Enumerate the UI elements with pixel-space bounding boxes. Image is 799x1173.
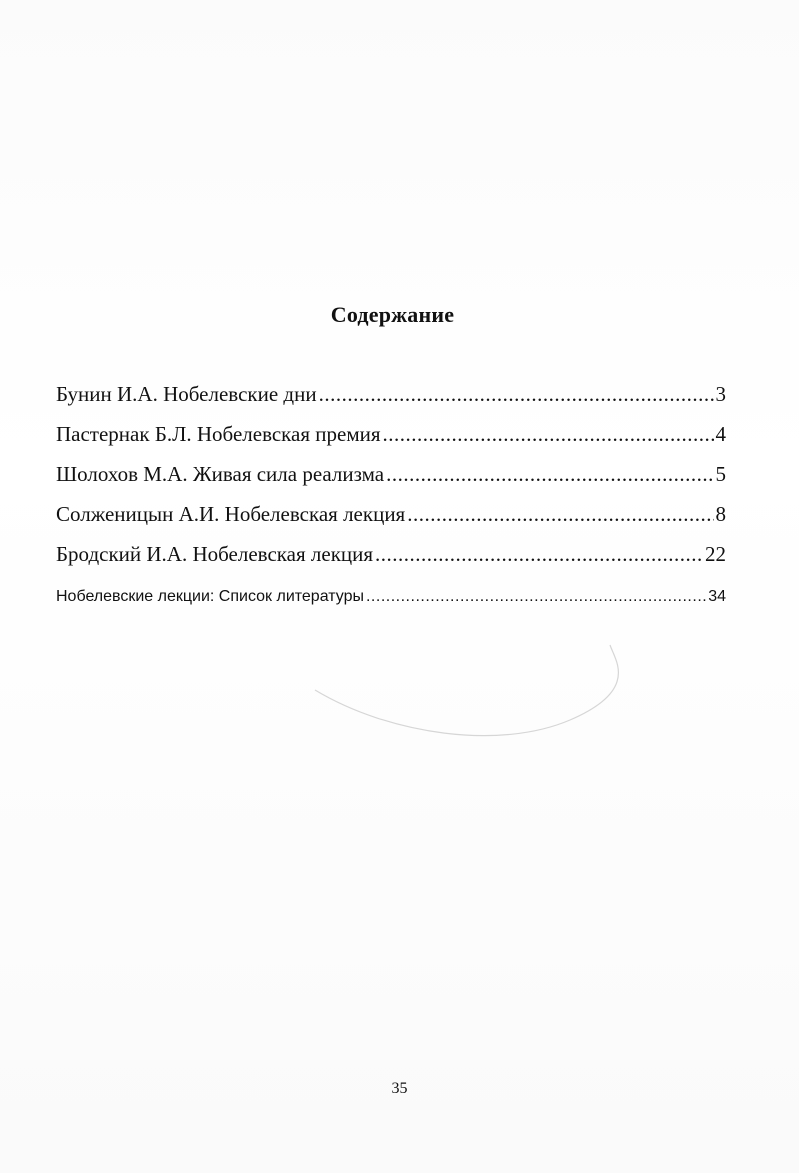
toc-entry-label: Шолохов М.А. Живая сила реализма <box>56 462 385 486</box>
toc-entry-label: Бродский И.А. Нобелевская лекция <box>56 542 374 566</box>
toc-leader-dots <box>383 422 714 447</box>
toc-entry-page: 22 <box>705 542 726 566</box>
toc-leader-dots <box>319 382 714 407</box>
toc-entry-label: Пастернак Б.Л. Нобелевская премия <box>56 422 381 446</box>
table-of-contents <box>56 382 726 622</box>
toc-leader-dots <box>366 588 706 606</box>
toc-entry <box>56 542 726 582</box>
page-number: 35 <box>391 1080 408 1097</box>
toc-leader-dots <box>407 502 713 527</box>
toc-entry-page: 3 <box>715 382 726 406</box>
toc-entry <box>56 422 726 462</box>
toc-entry-page: 34 <box>708 588 726 605</box>
toc-entry-page: 8 <box>715 502 726 526</box>
toc-leader-dots <box>386 462 713 487</box>
toc-entry <box>56 462 726 502</box>
scan-pencil-mark <box>310 640 630 760</box>
toc-entry <box>56 502 726 542</box>
toc-entry <box>56 382 726 422</box>
page-title: Содержание <box>330 302 455 327</box>
toc-entry-label: Солженицын А.И. Нобелевская лекция <box>56 502 406 526</box>
toc-leader-dots <box>375 542 703 567</box>
toc-entry-page: 4 <box>715 422 726 446</box>
toc-entry <box>56 582 726 622</box>
toc-entry-label: Бунин И.А. Нобелевские дни <box>56 382 317 406</box>
toc-entry-page: 5 <box>715 462 726 486</box>
toc-entry-label: Нобелевские лекции: Список литературы <box>56 588 364 605</box>
